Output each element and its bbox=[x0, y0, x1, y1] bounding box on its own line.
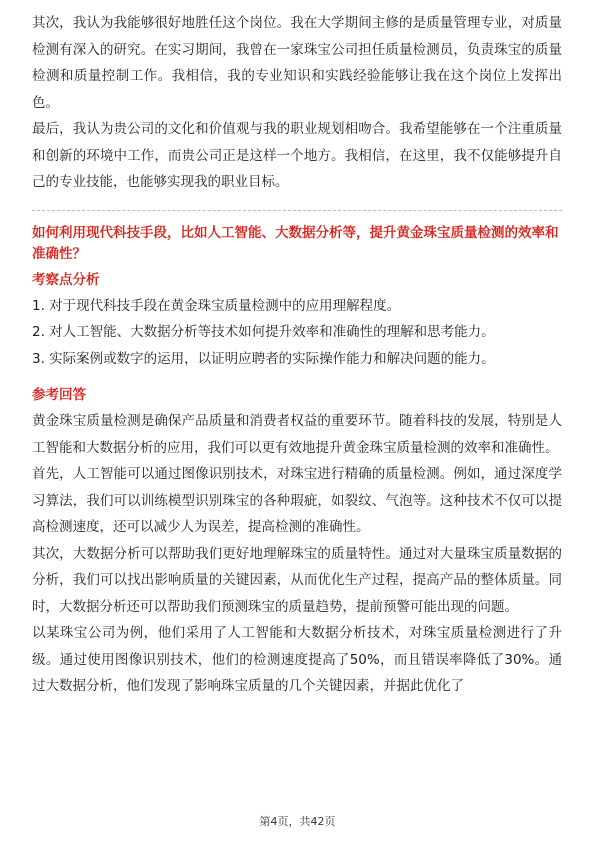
page-footer: 第4页，共42页 bbox=[259, 815, 336, 828]
answer-paragraph: 首先，人工智能可以通过图像识别技术，对珠宝进行精确的质量检测。例如，通过深度学习算法，我们可以训练模型识别珠宝的各种瑕疵，如裂纹、气泡等。这种技术不仅可以提高检测速度，还可以减少人为误差，提高检测的准确性。 bbox=[32, 466, 562, 535]
answer-title: 参考回答 bbox=[32, 387, 86, 403]
interview-question: 如何利用现代科技手段，比如人工智能、大数据分析等，提升黄金珠宝质量检测的效率和准确性？ bbox=[32, 224, 559, 262]
intro-paragraph: 其次，我认为我能够很好地胜任这个岗位。我在大学期间主修的是质量管理专业，对质量检测有深入的研究。在实习期间，我曾在一家珠宝公司担任质量检测员，负责珠宝的质量检测和质量控制工作。我相信，我的专业知识和实践经验能够让我在这个岗位上发挥出色。 bbox=[32, 15, 562, 111]
analysis-point: 3. 实际案例或数字的运用，以证明应聘者的实际操作能力和解决问题的能力。 bbox=[32, 350, 495, 367]
answer-paragraph: 以某珠宝公司为例，他们采用了人工智能和大数据分析技术，对珠宝质量检测进行了升级。通过使用图像识别技术，他们的检测速度提高了50%，而且错误率降低了30%。通过大数据分析，他们发现了影响珠宝质量的几个关键因素，并据此优化了 bbox=[32, 625, 562, 694]
section-divider bbox=[32, 210, 562, 211]
analysis-point: 2. 对人工智能、大数据分析等技术如何提升效率和准确性的理解和思考能力。 bbox=[32, 324, 495, 340]
document-page bbox=[32, 10, 562, 700]
intro-paragraph: 最后，我认为贵公司的文化和价值观与我的职业规划相吻合。我希望能够在一个注重质量和创新的环境中工作，而贵公司正是这样一个地方。我相信，在这里，我不仅能够提升自己的专业技能，也能够实现我的职业目标。 bbox=[32, 121, 562, 190]
analysis-point: 1. 对于现代科技手段在黄金珠宝质量检测中的应用理解程度。 bbox=[32, 297, 401, 314]
section-gap bbox=[32, 372, 562, 382]
answer-paragraph: 黄金珠宝质量检测是确保产品质量和消费者权益的重要环节。随着科技的发展，特别是人工智能和大数据分析的应用，我们可以更有效地提升黄金珠宝质量检测的效率和准确性。 bbox=[32, 413, 562, 456]
answer-paragraph: 其次，大数据分析可以帮助我们更好地理解珠宝的质量特性。通过对大量珠宝质量数据的分析，我们可以找出影响质量的关键因素，从而优化生产过程，提高产品的整体质量。同时，大数据分析还可以帮助我们预测珠宝的质量趋势，提前预警可能出现的问题。 bbox=[32, 545, 562, 615]
analysis-title: 考察点分析 bbox=[32, 271, 100, 288]
